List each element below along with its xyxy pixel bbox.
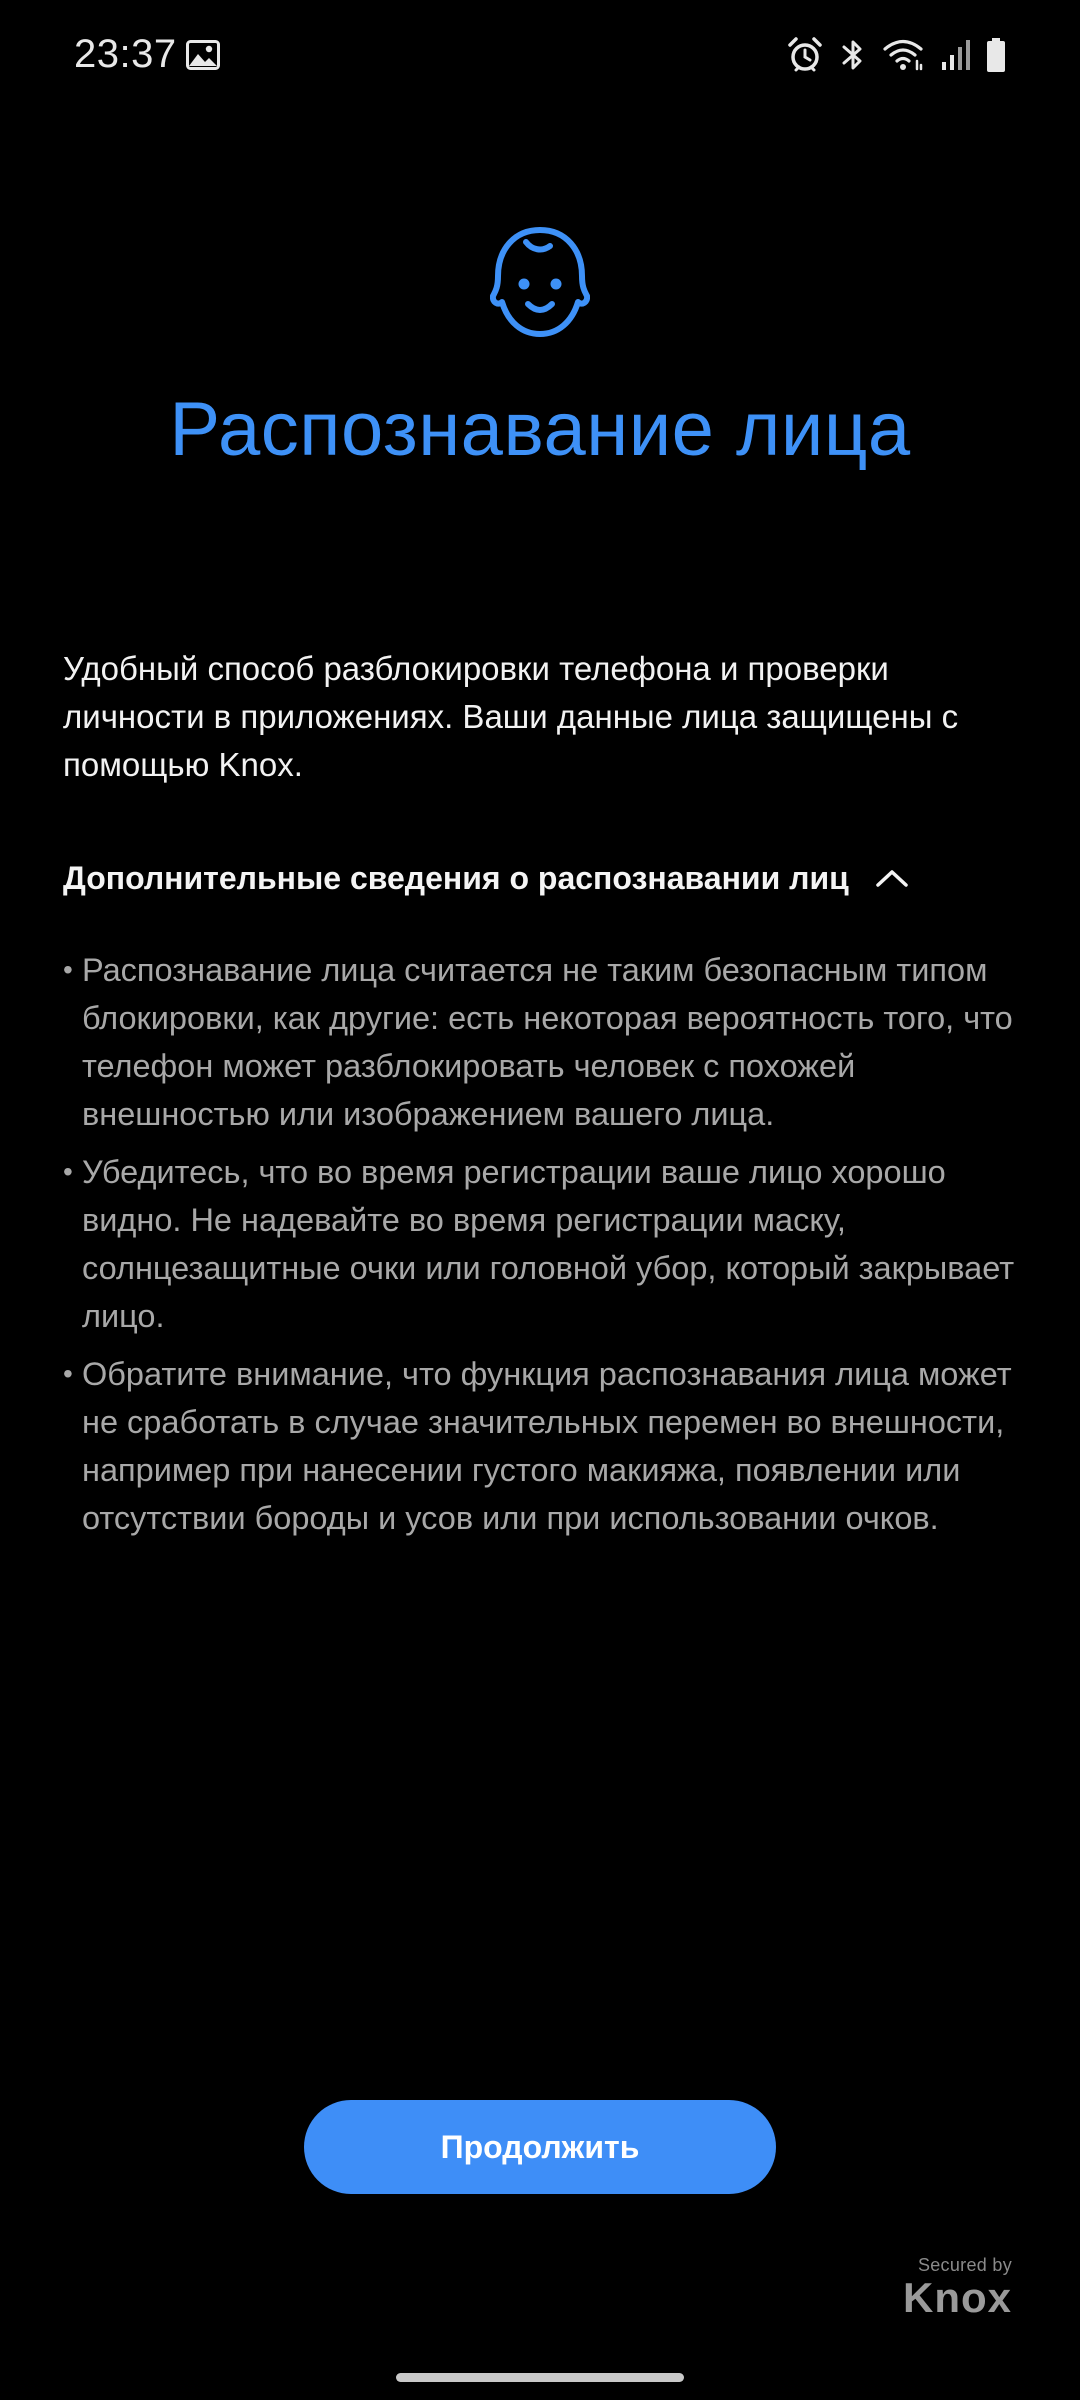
bullet-marker: • xyxy=(63,1358,73,1389)
bluetooth-icon xyxy=(840,36,866,74)
bullet-text: Обратите внимание, что функция распознавания лица может не сработать в случае значительных перемен во внешности, например при нанесении густого макияжа, появлении или отсутствии бороды и усов или при использовании очков. xyxy=(82,1356,1012,1536)
knox-logo: Knox xyxy=(903,2274,1012,2321)
status-bar xyxy=(0,0,1080,112)
info-bullet-list xyxy=(63,946,1023,1552)
alarm-icon xyxy=(786,36,824,74)
intro-text: Удобный способ разблокировки телефона и проверки личности в приложениях. Ваши данные лица защищены с помощью Knox. xyxy=(63,650,959,783)
status-icons xyxy=(786,34,1006,76)
signal-icon xyxy=(940,38,970,72)
bullet-marker: • xyxy=(63,954,73,985)
status-time: 23:37 xyxy=(74,32,177,76)
more-info-toggle[interactable] xyxy=(63,852,909,904)
knox-secured-by-label: Secured by xyxy=(917,2255,1012,2275)
wifi-icon xyxy=(882,37,924,73)
bullet-marker: • xyxy=(63,1156,73,1187)
continue-button[interactable]: Продолжить xyxy=(304,2100,776,2194)
page-title: Распознавание лица xyxy=(169,387,911,472)
navigation-gesture-handle[interactable] xyxy=(396,2373,684,2382)
more-info-label: Дополнительные сведения о распознавании лиц xyxy=(63,859,849,896)
bullet-text: Убедитесь, что во время регистрации ваше лицо хорошо видно. Не надевайте во время регистрации маску, солнцезащитные очки или головной убор, который закрывает лицо. xyxy=(82,1154,1015,1334)
face-icon xyxy=(490,224,590,340)
chevron-up-icon xyxy=(875,868,909,888)
list-item xyxy=(63,946,1023,1138)
list-item xyxy=(63,1350,1023,1542)
battery-icon xyxy=(986,37,1006,73)
gallery-icon xyxy=(186,40,220,70)
knox-badge xyxy=(903,2254,1012,2320)
bullet-text: Распознавание лица считается не таким безопасным типом блокировки, как другие: есть некоторая вероятность того, что телефон может разблокировать человек с похожей внешностью или изображением вашего лица. xyxy=(82,952,1013,1132)
list-item xyxy=(63,1148,1023,1340)
